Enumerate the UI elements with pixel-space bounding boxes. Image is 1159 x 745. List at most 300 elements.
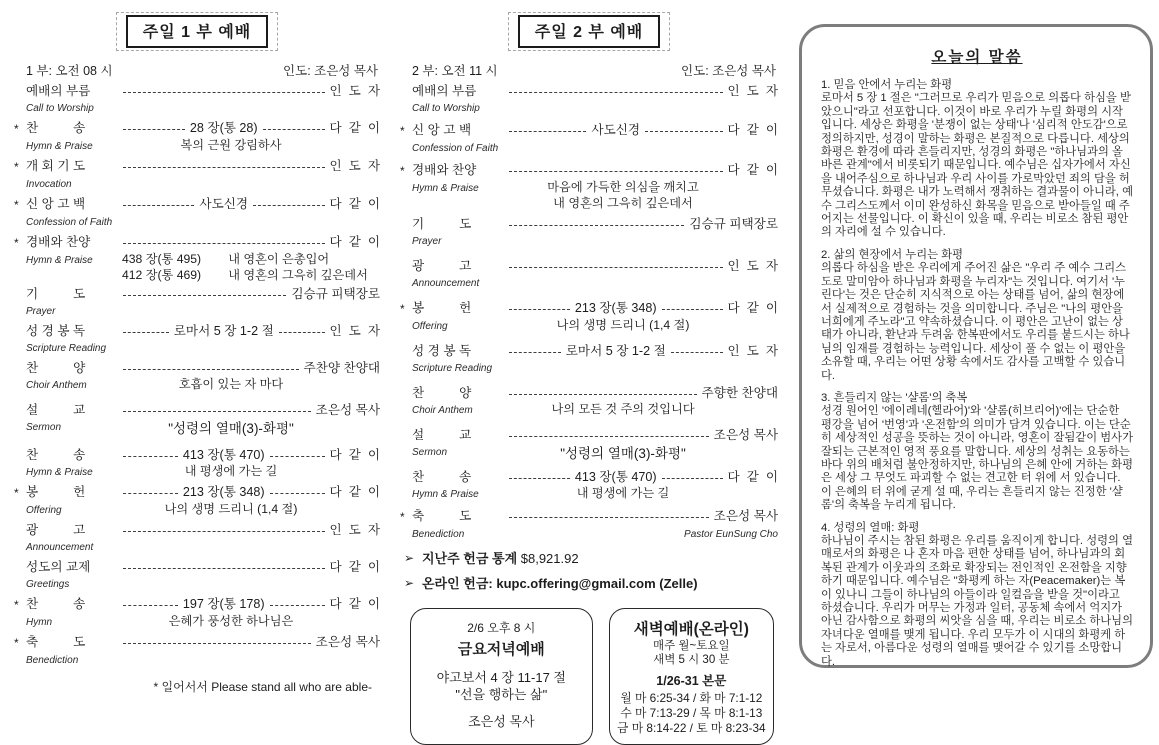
item-english-label: Call to Worship [412, 103, 480, 114]
worship-item-row [400, 469, 778, 486]
dawn-schedule-line: 금 마 8:14-22 / 토 마 8:23-34 [617, 721, 766, 735]
item-hymn-number: 413 장(통 470) [574, 470, 657, 484]
worship-item-row [14, 559, 380, 576]
item-note: 내 평생에 가는 길 [184, 464, 278, 478]
offering-text-value: $8,921.92 [517, 551, 579, 566]
dotted-leader [270, 596, 325, 606]
offering-text-bold: 지난주 헌금 통계 [422, 551, 518, 566]
item-label: 축 도 [412, 509, 472, 523]
item-subrow [412, 140, 778, 156]
dotted-leader [671, 343, 723, 353]
stand-asterisk: * [14, 198, 19, 212]
dotted-leader [263, 120, 325, 130]
service2-title-box [508, 12, 671, 51]
offering-lines [400, 550, 778, 592]
item-hymn-number: 197 장(통 178) [182, 597, 265, 611]
item-performer: 주찬양 찬양대 [303, 361, 380, 375]
item-label: 찬 송 [26, 448, 86, 462]
dotted-leader [662, 300, 723, 310]
item-english-label: Hymn & Praise [26, 141, 93, 152]
item-subrow [26, 176, 380, 192]
stand-asterisk: * [14, 122, 19, 136]
dotted-leader [123, 596, 178, 606]
service2-column [400, 10, 778, 745]
item-english-label: Sermon [26, 422, 62, 433]
item-hymn-number: 사도신경 [199, 197, 249, 211]
worship-item [14, 522, 380, 555]
item-subrow [26, 652, 380, 668]
dotted-leader [123, 522, 325, 532]
dawn-worship-box [609, 608, 774, 745]
item-english-label: Hymn [26, 617, 53, 628]
friday-sermon-title: "선을 행하는 삶" [455, 687, 548, 702]
dotted-leader [123, 83, 325, 93]
item-label: 광 고 [412, 259, 472, 273]
item-english-label: Offering [26, 505, 62, 516]
item-performer: 조은성 목사 [713, 509, 778, 523]
item-subrow [26, 576, 380, 592]
worship-item-row [14, 234, 380, 252]
item-subrow [412, 275, 778, 291]
item-subrow [412, 318, 778, 334]
stand-asterisk [14, 522, 26, 523]
announcement-boxes [410, 608, 774, 745]
item-performer: 다 같 이 [329, 448, 380, 462]
item-performer: 조은성 목사 [315, 403, 380, 417]
item-english-label: Benediction [412, 529, 465, 540]
arrow-bullet-icon: ➢ [404, 551, 415, 565]
offering-line [404, 550, 778, 567]
item-performer: 김승규 피택장로 [689, 217, 778, 231]
item-hymn-number: 로마서 5 장 1-2 절 [173, 324, 274, 338]
item-note: 나의 생명 드리니 (1,4 절) [164, 502, 298, 516]
item-label: 신 앙 고 백 [26, 197, 86, 211]
item-note: "성령의 열매(3)-화평" [560, 446, 686, 461]
dotted-leader [509, 469, 570, 479]
item-performer: 인 도 자 [727, 84, 778, 98]
worship-item [14, 447, 380, 480]
stand-asterisk: * [14, 160, 19, 174]
message-title: 오늘의 말씀 [931, 49, 1023, 66]
item-subrow [26, 303, 380, 319]
item-performer: 인 도 자 [329, 159, 380, 173]
friday-scripture: 야고보서 4 장 11-17 절 [436, 670, 566, 685]
item-english-label: Hymn & Praise [412, 489, 479, 500]
item-english-label: Call to Worship [26, 103, 94, 114]
worship-item [400, 385, 778, 418]
item-performer: 인 도 자 [329, 324, 380, 338]
item-label: 찬 송 [26, 121, 86, 135]
dotted-leader [123, 120, 185, 130]
dotted-leader [270, 484, 325, 494]
worship-item-row [400, 83, 778, 100]
item-label: 경배와 찬양 [26, 235, 91, 249]
item-note: 내 영혼의 그윽히 깊은데서 [553, 196, 693, 210]
dotted-leader [123, 158, 325, 168]
worship-item-row [400, 343, 778, 360]
item-label: 봉 헌 [412, 301, 472, 315]
worship-item-row [14, 522, 380, 539]
worship-item-row [14, 83, 380, 100]
worship-item [14, 286, 380, 319]
worship-item [14, 559, 380, 592]
dotted-leader [509, 83, 723, 93]
item-label: 예배의 부름 [412, 84, 477, 98]
message-paragraphs [821, 79, 1133, 669]
offering-text-bold: 온라인 헌금: kupc.offering@gmail.com (Zelle) [422, 576, 698, 591]
item-note: 은혜가 풍성한 하나님은 [168, 614, 294, 628]
worship-item-row [14, 120, 380, 138]
item-label: 성 경 봉 독 [412, 344, 472, 358]
item-subrow [26, 539, 380, 555]
item-subrow [26, 464, 380, 480]
friday-title: 금요저녁예배 [457, 641, 545, 658]
worship-item-row [400, 216, 778, 233]
item-english-label: Prayer [412, 236, 442, 247]
item-english-label: Scripture Reading [412, 363, 493, 374]
message-panel [799, 24, 1153, 668]
item-english-label: Choir Anthem [412, 405, 473, 416]
worship-item-row [14, 402, 380, 419]
item-performer: 다 같 이 [329, 235, 380, 249]
stand-asterisk: * [400, 302, 405, 316]
worship-item-row [14, 323, 380, 340]
service2-header [412, 61, 776, 79]
item-label: 찬 송 [412, 470, 472, 484]
stand-asterisk: * [14, 236, 19, 250]
item-performer: 다 같 이 [727, 301, 778, 315]
dotted-leader [123, 484, 178, 494]
item-label: 성도의 교제 [26, 560, 91, 574]
dotted-leader [509, 216, 684, 226]
worship-item [400, 508, 778, 542]
dotted-leader [662, 469, 723, 479]
worship-item [14, 634, 380, 668]
stand-asterisk [400, 83, 412, 84]
item-english-label: Hymn & Praise [26, 255, 93, 266]
worship-item [14, 196, 380, 230]
stand-asterisk [14, 83, 26, 84]
item-performer: 다 같 이 [727, 470, 778, 484]
worship-item-row [400, 300, 778, 318]
item-label: 신 앙 고 백 [412, 123, 472, 137]
service1-time: 1 부: 오전 08 시 [26, 64, 113, 78]
service2-leader: 인도: 조은성 목사 [681, 64, 776, 78]
item-performer: 다 같 이 [329, 560, 380, 574]
stand-asterisk [400, 385, 412, 386]
item-note: 내 평생에 가는 길 [576, 486, 670, 500]
service2-time: 2 부: 오전 11 시 [412, 64, 498, 78]
friday-worship-box [410, 608, 593, 745]
item-note: 나의 모든 것 주의 것입니다 [551, 402, 695, 416]
dotted-leader [123, 196, 194, 206]
dawn-time: 새벽 5 시 30 분 [653, 654, 730, 666]
item-subrow [412, 526, 778, 542]
stand-asterisk [14, 323, 26, 324]
message-paragraph [821, 249, 1133, 383]
item-subrow [412, 402, 778, 418]
item-english-label: Offering [412, 321, 448, 332]
dotted-leader [509, 427, 709, 437]
item-note: 호흡이 있는 자 마다 [178, 377, 284, 391]
item-performer: 다 같 이 [329, 597, 380, 611]
paragraph-body: 성경 원어인 '에이레네(헬라어)'와 '샬롬(히브리어)'에는 단순한 평강을 넘어 '번영'과 '온전함'의 의미가 담겨 있습니다. 이는 단순히 세상적인 성공을 뜻하는 것이 아니라, 영혼이 잘됨같이 범사가 잘되는 근본적인 영적 풍요를 말합니다. 세상의 성취는 요동하는 바다 위의 배처럼 불안정하지만, 하나님의 은혜 안에 거하는 화평은 세상 그 무엇도 파괴할 수 없는 견고한 터 위에 서 있습니다. 이 은혜의 터 위에 굳게 설 때, 우리는 흔들리지 않는 진정한 '샬롬'의 축복을 누리게 됩니다. [821, 405, 1133, 512]
paragraph-heading: 3. 흔들리지 않는 '샬롬'의 축복 [821, 391, 968, 404]
item-hymn-number: 413 장(통 470) [182, 448, 265, 462]
dotted-leader [123, 360, 299, 370]
item-subrow [26, 268, 380, 282]
item-subrow [26, 138, 380, 154]
item-hymn-number: 로마서 5 장 1-2 절 [565, 344, 666, 358]
stand-asterisk [14, 360, 26, 361]
worship-item [14, 360, 380, 393]
stand-asterisk [400, 258, 412, 259]
worship-item [14, 596, 380, 630]
item-performer: 인 도 자 [727, 259, 778, 273]
worship-item [400, 300, 778, 334]
dotted-leader [123, 634, 311, 644]
item-performer: 인 도 자 [329, 84, 380, 98]
dotted-leader [509, 122, 586, 132]
paragraph-heading: 2. 삶의 현장에서 누리는 화평 [821, 248, 964, 261]
worship-item-row [400, 258, 778, 275]
dotted-leader [509, 508, 709, 518]
item-english-label: Confession of Faith [26, 217, 113, 228]
service1-column [14, 10, 380, 695]
worship-item [14, 323, 380, 356]
item-subrow [26, 614, 380, 630]
item-performer: 조은성 목사 [713, 428, 778, 442]
item-subrow [26, 214, 380, 230]
worship-item-row [14, 484, 380, 502]
stand-asterisk: * [400, 164, 405, 178]
message-paragraph [821, 79, 1133, 240]
item-english-label: Invocation [26, 179, 72, 190]
item-subrow [412, 233, 778, 249]
item-subrow [412, 444, 778, 463]
paragraph-heading: 4. 성령의 열매: 화평 [821, 521, 920, 534]
worship-item [400, 83, 778, 116]
worship-item-row [400, 427, 778, 444]
dawn-schedule-line: 월 마 6:25-34 / 화 마 7:1-12 [620, 691, 763, 705]
item-performer: 다 같 이 [727, 123, 779, 137]
item-performer: 다 같 이 [329, 197, 381, 211]
worship-item [400, 162, 778, 210]
item-performer: 다 같 이 [329, 121, 381, 135]
offering-line [404, 575, 778, 592]
worship-item-row [14, 286, 380, 303]
stand-asterisk: * [14, 486, 19, 500]
stand-asterisk [400, 469, 412, 470]
item-label: 기 도 [26, 287, 86, 301]
item-label: 개 회 기 도 [26, 159, 86, 173]
dotted-leader [123, 447, 178, 457]
item-hymn-number: 213 장(통 348) [182, 485, 265, 499]
stand-asterisk: * [400, 124, 405, 138]
item-english-spacer [26, 268, 122, 282]
item-english-label: Scripture Reading [26, 343, 107, 354]
worship-item [14, 484, 380, 518]
dotted-leader [279, 323, 325, 333]
dotted-leader [509, 258, 723, 268]
message-paragraph [821, 522, 1133, 669]
item-subrow [412, 486, 778, 502]
stand-asterisk [400, 427, 412, 428]
worship-item [14, 158, 380, 192]
worship-item-row [400, 122, 778, 140]
stand-asterisk: * [14, 598, 19, 612]
item-english-label: Benediction [26, 655, 79, 666]
item-label: 축 도 [26, 635, 86, 649]
worship-item-row [14, 158, 380, 176]
item-performer: 주향한 찬양대 [701, 386, 778, 400]
worship-item [400, 216, 778, 249]
arrow-bullet-icon: ➢ [404, 576, 415, 590]
item-hymn-number: 사도신경 [591, 123, 641, 137]
item-subrow [26, 502, 380, 518]
dotted-leader [123, 559, 325, 569]
service1-title: 주일 1 부 예배 [126, 15, 269, 48]
stand-footnote: * 일어서서 Please stand all who are able- [153, 680, 372, 694]
item-english-label: Prayer [26, 306, 56, 317]
item-english-label: Announcement [412, 278, 480, 289]
dotted-leader [253, 196, 324, 206]
item-english-label: Hymn & Praise [26, 467, 93, 478]
item-label: 찬 송 [26, 597, 86, 611]
service1-leader: 인도: 조은성 목사 [283, 64, 378, 78]
dotted-leader [123, 286, 286, 296]
item-english-label: Hymn & Praise [412, 183, 479, 194]
item-note: 마음에 가득한 의심을 깨치고 [547, 180, 699, 194]
dawn-schedule [614, 691, 769, 736]
item-performer: 조은성 목사 [315, 635, 380, 649]
item-subrow [412, 196, 778, 210]
worship-item-row [400, 162, 778, 180]
item-performer: 다 같 이 [329, 485, 380, 499]
stand-asterisk: * [400, 510, 405, 524]
item-english-spacer [412, 196, 508, 210]
stand-asterisk [400, 343, 412, 344]
worship-item-row [14, 447, 380, 464]
item-note: "성령의 열매(3)-화평" [168, 421, 294, 436]
item-performer: 김승규 피택장로 [291, 287, 380, 301]
worship-item [400, 258, 778, 291]
worship-item-row [14, 634, 380, 652]
stand-asterisk [14, 402, 26, 403]
worship-item [400, 469, 778, 502]
item-hymn-number: 28 장(통 28) [189, 121, 258, 135]
item-performer: 다 같 이 [727, 163, 778, 177]
item-english-label: Announcement [26, 542, 94, 553]
message-paragraph [821, 392, 1133, 513]
worship-item-row [14, 596, 380, 614]
dotted-leader [509, 343, 561, 353]
paragraph-body: 하나님이 주시는 참된 화평은 우리를 움직이게 합니다. 성령의 열매로서의 화평은 나 혼자 마음 편한 상태를 넘어, 하나님과의 회복된 관계가 이웃과의 조화로 확장되는 전인적인 온전함을 지향하기 때문입니다. 예수님은 "화평케 하는 자(Peacemaker)는 복이 있나니 그들이 하나님의 아들이라 일컬음을 받을 것"이라고 하셨습니다. 우리가 머무는 가정과 일터, 공동체 속에서 억지가 아닌 감사함으로 화평의 씨앗을 심을 때, 우리는 비로소 하나님의 자녀다운 열매를 맺게 됩니다. 우리 모두가 이 시대의 화평케 하는 자로서, 아름다운 성령의 열매를 맺어갈 수 있기를 소망합니다. [821, 535, 1133, 668]
worship-item [14, 120, 380, 154]
item-subrow [26, 419, 380, 438]
worship-item [14, 402, 380, 438]
stand-asterisk [14, 559, 26, 560]
item-subrow [26, 377, 380, 393]
item-performer: 인 도 자 [329, 523, 380, 537]
paragraph-body: 의롭다 하심을 받은 우리에게 주어진 삶은 "우리 주 예수 그리스도로 말미암아 하나님과 화평을 누리자"는 것입니다. 여기서 '누린다'는 것은 단순히 지식적으로 아는 상태를 넘어, 삶의 현장에서 실제적으로 경험하는 것을 의미합니다. 주님은 "나의 평안을 너희에게 주노라"고 약속하셨습니다. 이 평안은 고난이 없는 상태가 아니라, 환난과 두려움 한복판에서도 우리를 붙드시는 하나님의 임재를 경험하는 능력입니다. 세상이 풀 수 없는 이 평안을 소유할 때, 우리는 어떤 상황 속에서도 감사를 고백할 수 있습니다. [821, 262, 1130, 382]
item-english-label: Sermon [412, 447, 448, 458]
worship-item [14, 83, 380, 116]
worship-item-row [14, 196, 380, 214]
item-label: 예배의 부름 [26, 84, 91, 98]
worship-item [400, 122, 778, 156]
item-english-label: Confession of Faith [412, 143, 499, 154]
dotted-leader [645, 122, 722, 132]
stand-asterisk [400, 216, 412, 217]
worship-item-row [14, 360, 380, 377]
item-label: 설 교 [26, 403, 86, 417]
stand-asterisk: * [14, 636, 19, 650]
service2-title: 주일 2 부 예배 [518, 15, 661, 48]
worship-item [14, 234, 380, 282]
item-label: 경배와 찬양 [412, 163, 477, 177]
item-english-right: Pastor EunSung Cho [684, 529, 778, 540]
worship-item [400, 343, 778, 376]
item-label: 봉 헌 [26, 485, 86, 499]
item-subrow [26, 340, 380, 356]
service1-items [14, 83, 380, 668]
dawn-passage-range: 1/26-31 본문 [656, 674, 727, 688]
worship-item-row [400, 385, 778, 402]
item-label: 기 도 [412, 217, 472, 231]
item-note: 복의 근원 강림하사 [180, 138, 282, 152]
worship-item-row [400, 508, 778, 526]
dotted-leader [509, 300, 570, 310]
item-english-label: Greetings [26, 579, 70, 590]
item-note: 412 장(통 469) 내 영혼의 그윽히 깊은데서 [122, 268, 368, 282]
dotted-leader [123, 234, 325, 244]
item-subrow [412, 360, 778, 376]
stand-asterisk [14, 447, 26, 448]
item-hymn-number: 213 장(통 348) [574, 301, 657, 315]
item-label: 설 교 [412, 428, 472, 442]
item-subrow [412, 180, 778, 196]
dawn-schedule-line: 수 마 7:13-29 / 목 마 8:1-13 [620, 706, 763, 720]
dawn-days: 매주 월~토요일 [653, 640, 730, 652]
service1-title-box [116, 12, 279, 51]
paragraph-heading: 1. 믿음 안에서 누리는 화평 [821, 79, 953, 91]
service2-items [400, 83, 778, 542]
item-subrow [26, 252, 380, 268]
item-label: 성 경 봉 독 [26, 324, 86, 338]
item-performer: 인 도 자 [727, 344, 778, 358]
worship-item [400, 427, 778, 463]
dotted-leader [509, 162, 723, 172]
item-label: 찬 양 [412, 386, 472, 400]
friday-datetime: 2/6 오후 8 시 [467, 621, 536, 635]
item-note: 나의 생명 드리니 (1,4 절) [556, 318, 690, 332]
dotted-leader [123, 323, 169, 333]
item-subrow [412, 100, 778, 116]
item-label: 광 고 [26, 523, 86, 537]
dotted-leader [270, 447, 325, 457]
item-note: 438 장(통 495) 내 영혼이 은총입어 [122, 252, 330, 266]
item-english-label: Choir Anthem [26, 380, 87, 391]
item-label: 찬 양 [26, 361, 86, 375]
dawn-title: 새벽예배(온라인) [633, 621, 749, 638]
item-subrow [26, 100, 380, 116]
friday-pastor: 조은성 목사 [468, 714, 535, 729]
paragraph-body: 로마서 5 장 1 절은 "그러므로 우리가 믿음으로 의롭다 하심을 받았으니"라고 선포합니다. 이것이 바로 우리가 누릴 화평의 시작입니다. 세상은 화평을 '분쟁이 없는 상태'나 '심리적 안도감'으로 정의하지만, 성경이 말하는 화평은 본질적으로 다릅니다. 세상의 화평은 환경에 따라 흔들리지만, 성경의 화평은 "하나님과의 올바른 관계"에서 비롯되기 때문입니다. 예수님은 십자가에서 자신을 내어주심으로 하나님과 우리 사이를 가로막았던 죄의 담을 허무셨습니다. 화평은 내가 노력해서 쟁취하는 결과물이 아니라, 예수 그리스도께서 이미 완성하신 화목을 믿음으로 받아들일 때 주어지는 선물입니다. 이 확신이 있을 때, 우리는 비로소 참된 평안의 자리에 설 수 있습니다. [821, 92, 1133, 239]
stand-asterisk [14, 286, 26, 287]
dotted-leader [509, 385, 697, 395]
dotted-leader [123, 402, 311, 412]
